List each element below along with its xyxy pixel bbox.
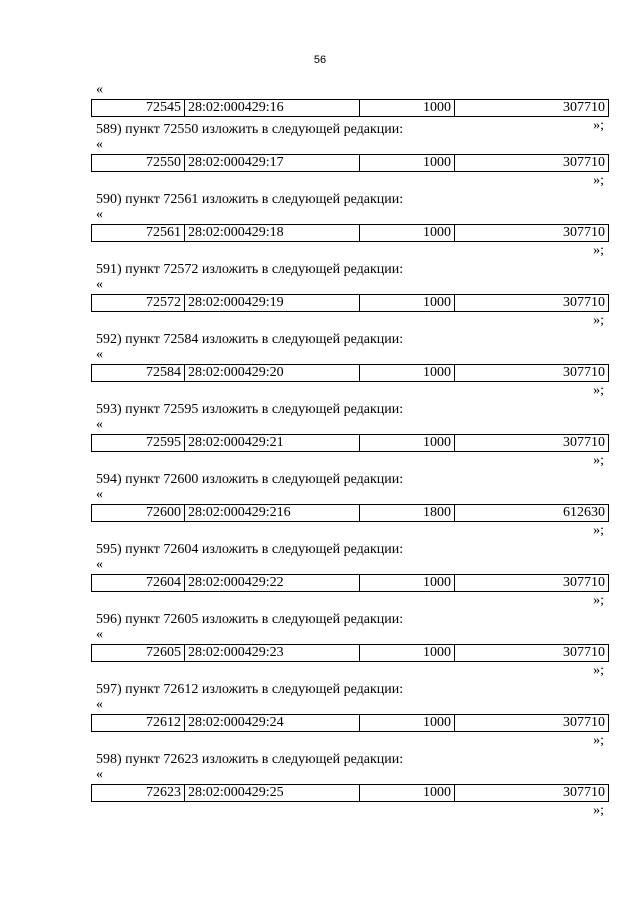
value-cell: 612630 xyxy=(455,505,609,522)
closing-quote: »; xyxy=(593,593,604,608)
amendment-block xyxy=(0,402,640,472)
opening-quote: « xyxy=(96,277,103,292)
table-row xyxy=(92,505,609,522)
amendment-block xyxy=(0,332,640,402)
area-cell: 1000 xyxy=(360,645,455,662)
closing-quote: »; xyxy=(593,733,604,748)
value-cell: 307710 xyxy=(455,365,609,382)
table-row xyxy=(92,225,609,242)
value-cell: 307710 xyxy=(455,295,609,312)
amendment-instruction: 590) пункт 72561 изложить в следующей редакции: xyxy=(96,192,404,207)
amendment-block xyxy=(0,122,640,192)
parcel-table xyxy=(91,154,609,172)
value-cell: 307710 xyxy=(455,715,609,732)
value-cell: 307710 xyxy=(455,100,609,117)
amendment-block xyxy=(0,612,640,682)
amendment-block xyxy=(0,682,640,752)
amendment-block xyxy=(0,192,640,262)
closing-quote: »; xyxy=(593,803,604,818)
amendment-instruction: 597) пункт 72612 изложить в следующей редакции: xyxy=(96,682,404,697)
item-number-cell: 72550 xyxy=(92,155,185,172)
opening-quote: « xyxy=(96,487,103,502)
closing-quote: »; xyxy=(593,523,604,538)
parcel-table xyxy=(91,364,609,382)
amendment-instruction: 593) пункт 72595 изложить в следующей редакции: xyxy=(96,402,404,417)
table-row xyxy=(92,365,609,382)
item-number-cell: 72600 xyxy=(92,505,185,522)
value-cell: 307710 xyxy=(455,785,609,802)
closing-quote: »; xyxy=(593,243,604,258)
parcel-table xyxy=(91,784,609,802)
cadastral-number-cell: 28:02:000429:17 xyxy=(185,155,360,172)
amendment-block xyxy=(0,752,640,822)
cadastral-number-cell: 28:02:000429:20 xyxy=(185,365,360,382)
item-number-cell: 72604 xyxy=(92,575,185,592)
cadastral-number-cell: 28:02:000429:216 xyxy=(185,505,360,522)
table-row xyxy=(92,645,609,662)
amendment-block xyxy=(0,542,640,612)
value-cell: 307710 xyxy=(455,435,609,452)
area-cell: 1000 xyxy=(360,785,455,802)
cadastral-number-cell: 28:02:000429:18 xyxy=(185,225,360,242)
closing-quote: »; xyxy=(593,118,604,133)
item-number-cell: 72545 xyxy=(92,100,185,117)
closing-quote: »; xyxy=(593,383,604,398)
cadastral-number-cell: 28:02:000429:25 xyxy=(185,785,360,802)
cadastral-number-cell: 28:02:000429:22 xyxy=(185,575,360,592)
item-number-cell: 72572 xyxy=(92,295,185,312)
table-row xyxy=(92,575,609,592)
area-cell: 1800 xyxy=(360,505,455,522)
area-cell: 1000 xyxy=(360,715,455,732)
parcel-table xyxy=(91,99,609,117)
item-number-cell: 72612 xyxy=(92,715,185,732)
parcel-table xyxy=(91,714,609,732)
opening-quote: « xyxy=(96,627,103,642)
amendment-instruction: 591) пункт 72572 изложить в следующей редакции: xyxy=(96,262,404,277)
amendment-block xyxy=(0,472,640,542)
parcel-table xyxy=(91,294,609,312)
table-row xyxy=(92,715,609,732)
item-number-cell: 72584 xyxy=(92,365,185,382)
table-row xyxy=(92,100,609,117)
area-cell: 1000 xyxy=(360,435,455,452)
cadastral-number-cell: 28:02:000429:21 xyxy=(185,435,360,452)
amendment-instruction: 596) пункт 72605 изложить в следующей редакции: xyxy=(96,612,404,627)
parcel-table xyxy=(91,644,609,662)
item-number-cell: 72595 xyxy=(92,435,185,452)
opening-quote: « xyxy=(96,347,103,362)
closing-quote: »; xyxy=(593,173,604,188)
table-row xyxy=(92,155,609,172)
area-cell: 1000 xyxy=(360,225,455,242)
cadastral-number-cell: 28:02:000429:19 xyxy=(185,295,360,312)
opening-quote: « xyxy=(96,417,103,432)
amendment-instruction: 594) пункт 72600 изложить в следующей редакции: xyxy=(96,472,404,487)
item-number-cell: 72605 xyxy=(92,645,185,662)
closing-quote: »; xyxy=(593,313,604,328)
value-cell: 307710 xyxy=(455,645,609,662)
amendment-block xyxy=(0,262,640,332)
cadastral-number-cell: 28:02:000429:23 xyxy=(185,645,360,662)
table-row xyxy=(92,295,609,312)
area-cell: 1000 xyxy=(360,100,455,117)
amendment-instruction: 592) пункт 72584 изложить в следующей редакции: xyxy=(96,332,404,347)
page-number: 56 xyxy=(313,54,327,66)
value-cell: 307710 xyxy=(455,155,609,172)
amendment-instruction: 589) пункт 72550 изложить в следующей редакции: xyxy=(96,122,404,137)
opening-quote: « xyxy=(96,82,103,97)
parcel-table xyxy=(91,224,609,242)
area-cell: 1000 xyxy=(360,575,455,592)
parcel-table xyxy=(91,504,609,522)
area-cell: 1000 xyxy=(360,295,455,312)
value-cell: 307710 xyxy=(455,225,609,242)
cadastral-number-cell: 28:02:000429:16 xyxy=(185,100,360,117)
parcel-table xyxy=(91,574,609,592)
closing-quote: »; xyxy=(593,663,604,678)
item-number-cell: 72561 xyxy=(92,225,185,242)
closing-quote: »; xyxy=(593,453,604,468)
area-cell: 1000 xyxy=(360,365,455,382)
opening-quote: « xyxy=(96,697,103,712)
opening-quote: « xyxy=(96,557,103,572)
table-row xyxy=(92,785,609,802)
opening-quote: « xyxy=(96,767,103,782)
area-cell: 1000 xyxy=(360,155,455,172)
parcel-table xyxy=(91,434,609,452)
value-cell: 307710 xyxy=(455,575,609,592)
item-number-cell: 72623 xyxy=(92,785,185,802)
opening-quote: « xyxy=(96,207,103,222)
cadastral-number-cell: 28:02:000429:24 xyxy=(185,715,360,732)
opening-quote: « xyxy=(96,137,103,152)
amendment-instruction: 595) пункт 72604 изложить в следующей редакции: xyxy=(96,542,404,557)
table-row xyxy=(92,435,609,452)
amendment-instruction: 598) пункт 72623 изложить в следующей редакции: xyxy=(96,752,404,767)
